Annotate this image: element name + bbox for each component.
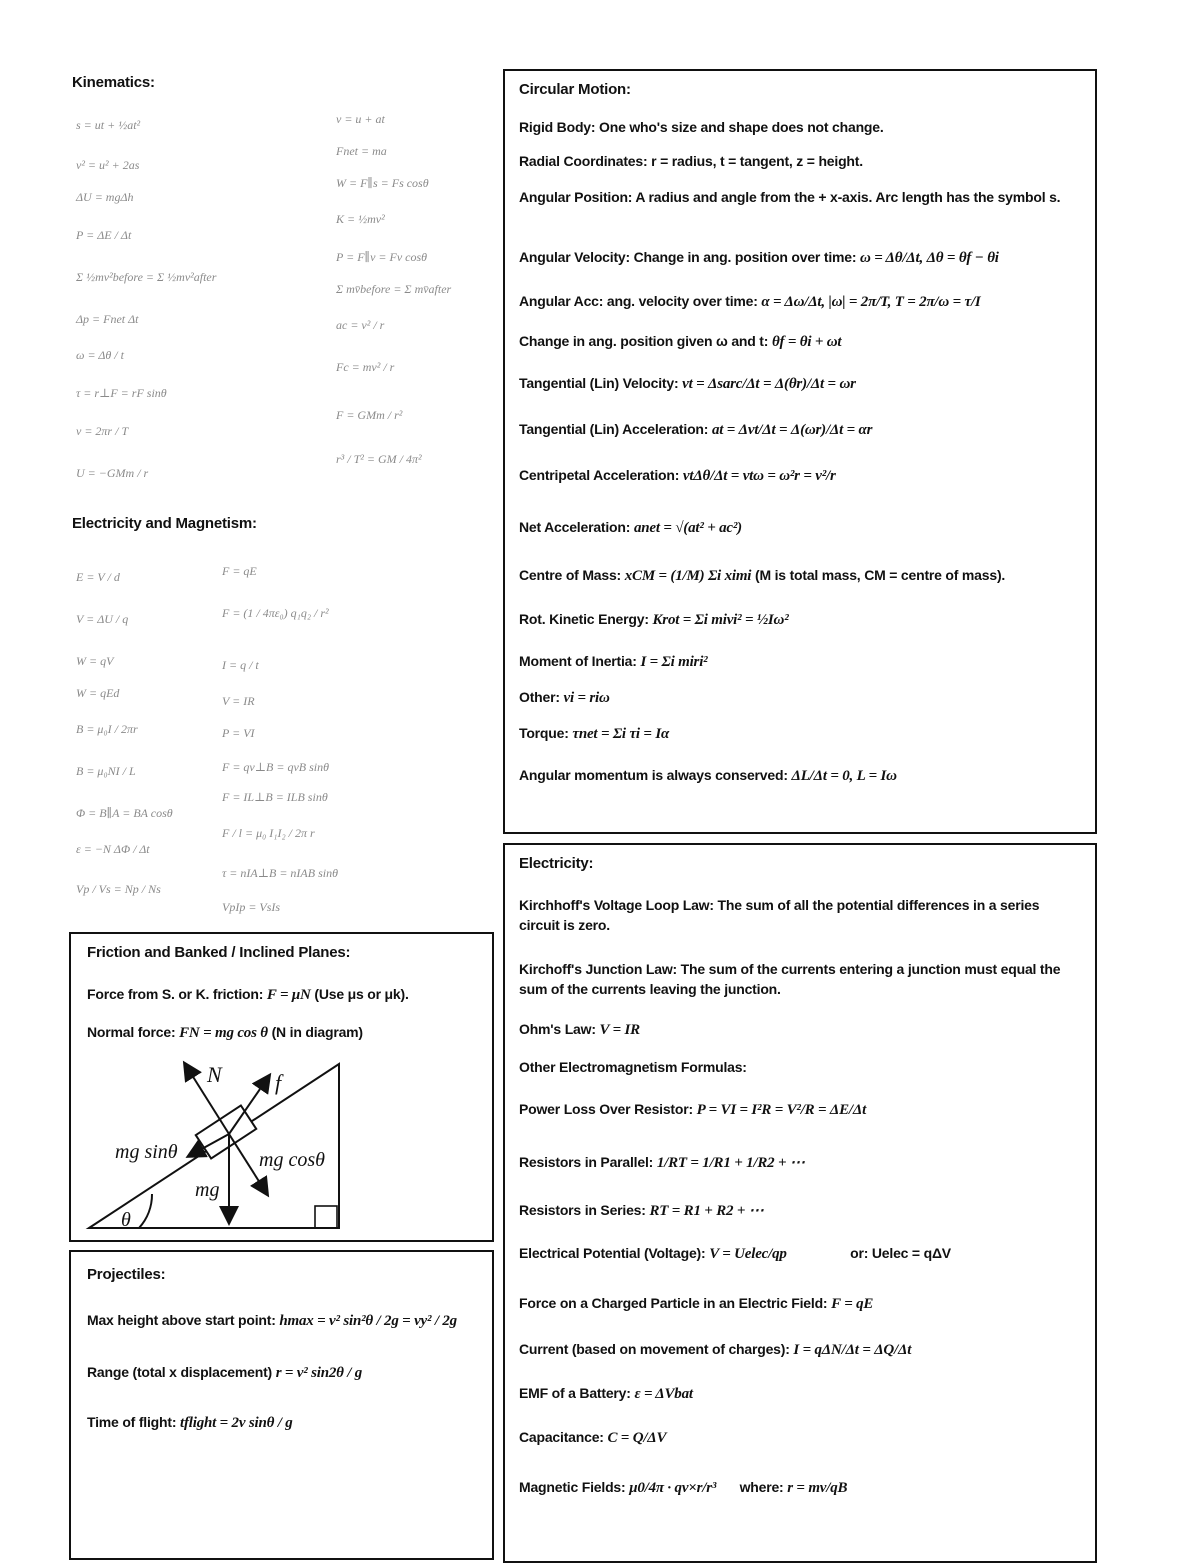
equation: E = V / d: [76, 570, 120, 584]
circular-line: [519, 467, 836, 485]
line-formula: I = qΔN/Δt = ΔQ/Δt: [793, 1342, 912, 1358]
equation: K = ½mv²: [336, 212, 385, 226]
line-formula: V = Uelec/qp: [709, 1246, 787, 1262]
line-formula: V = IR: [599, 1022, 640, 1038]
equation: F = GMm / r²: [336, 408, 403, 422]
line-text: Current (based on movement of charges):: [519, 1341, 790, 1357]
line-formula: vtΔθ/Δt = vtω = ω²r = v²/r: [682, 468, 836, 484]
electricity-line: [519, 1101, 866, 1119]
line-formula: ΔL/Δt = 0, L = Iω: [791, 768, 897, 784]
line-text: Angular Velocity: Change in ang. position over time:: [519, 249, 857, 265]
circular-line: [519, 375, 856, 393]
label-mg-sin: mg sinθ: [115, 1141, 178, 1163]
equation: v = u + at: [336, 112, 385, 126]
line-text: Magnetic Fields:: [519, 1479, 626, 1495]
line-formula: μ0/4π · qv×r/r³: [629, 1480, 717, 1496]
line-formula: Krot = Σi mivi² = ½Iω²: [652, 612, 789, 628]
line-text: Tangential (Lin) Acceleration:: [519, 421, 709, 437]
range-formula: r = v² sin2θ / g: [275, 1365, 363, 1381]
equation: F = qE: [222, 564, 257, 578]
equation: V = IR: [222, 694, 255, 708]
electricity-line: [519, 1429, 666, 1447]
line-text: Resistors in Series:: [519, 1202, 646, 1218]
line-formula: r = mv/qB: [787, 1480, 848, 1496]
line-text: Moment of Inertia:: [519, 653, 637, 669]
electricity-box: [503, 843, 1097, 1563]
circular-heading: Circular Motion:: [519, 81, 631, 98]
friction-force-tail: (Use μs or μk).: [314, 986, 409, 1002]
friction-heading: Friction and Banked / Inclined Planes:: [87, 944, 351, 961]
line-text: Capacitance:: [519, 1429, 604, 1445]
equation: V = ΔU / q: [76, 612, 129, 626]
projectiles-box: [69, 1250, 494, 1560]
em-heading: Electricity and Magnetism:: [72, 515, 257, 532]
time-of-flight-line: [87, 1414, 293, 1432]
equation: Vp / Vs = Np / Ns: [76, 882, 161, 896]
equation: F = qv⊥B = qvB sinθ: [222, 760, 330, 774]
equation: W = F∥s = Fs cosθ: [336, 176, 429, 190]
circular-line: [519, 249, 999, 267]
max-height-formula: hmax = v² sin²θ / 2g = vy² / 2g: [279, 1313, 457, 1329]
electricity-heading: Electricity:: [519, 855, 594, 872]
equation: ε = −N ΔΦ / Δt: [76, 842, 150, 856]
line-text: Angular Acc: ang. velocity over time:: [519, 293, 758, 309]
line-text: Electrical Potential (Voltage):: [519, 1245, 706, 1261]
equation: Σ ½mv²before = Σ ½mv²after: [76, 270, 217, 284]
line-text: Other:: [519, 689, 560, 705]
electricity-line: [519, 1245, 951, 1263]
equation: τ = nIA⊥B = nIAB sinθ: [222, 866, 338, 880]
circular-line: [519, 333, 841, 351]
line-text: Centre of Mass:: [519, 567, 622, 583]
equation: Δp = Fnet Δt: [76, 312, 139, 326]
circular-line: [519, 421, 872, 439]
line-text: Centripetal Acceleration:: [519, 467, 680, 483]
equation: s = ut + ½at²: [76, 118, 141, 132]
line-text: Rigid Body: One who's size and shape does not change.: [519, 119, 884, 135]
equation: F = (1 / 4πε₀) q₁q₂ / r²: [222, 606, 329, 620]
line-text: Angular momentum is always conserved:: [519, 767, 788, 783]
normal-force-line: [87, 1024, 363, 1042]
equation: W = qV: [76, 654, 114, 668]
line-formula: RT = R1 + R2 + ⋯: [649, 1203, 764, 1219]
line-formula: α = Δω/Δt, |ω| = 2π/T, T = 2π/ω = τ/I: [761, 294, 981, 310]
right-angle-mark: [315, 1206, 337, 1228]
circular-line: [519, 567, 1005, 585]
equation: r³ / T² = GM / 4π²: [336, 452, 422, 466]
electricity-line: [519, 1385, 693, 1403]
line-formula: anet = √(at² + ac²): [633, 520, 742, 536]
kvl-text: Kirchhoff's Voltage Loop Law: The sum of all the potential differences in a series circuit is zero.: [519, 897, 1040, 933]
other-formulas-heading: Other Electromagnetism Formulas:: [519, 1059, 747, 1075]
circular-line: [519, 519, 742, 537]
equation: Fc = mv² / r: [336, 360, 395, 374]
line-formula: θf = θi + ωt: [771, 334, 842, 350]
normal-force-text: Normal force:: [87, 1024, 176, 1040]
line-text: Radial Coordinates:: [519, 153, 648, 169]
equation: P = F∥v = Fv cosθ: [336, 250, 428, 264]
line-text: Net Acceleration:: [519, 519, 631, 535]
line-text: Ohm's Law:: [519, 1021, 596, 1037]
circular-line: [519, 119, 884, 135]
time-of-flight-text: Time of flight:: [87, 1414, 177, 1430]
electricity-line: [519, 1479, 847, 1497]
line-formula: C = Q/ΔV: [607, 1430, 667, 1446]
line-formula: 1/RT = 1/R1 + 1/R2 + ⋯: [656, 1155, 805, 1171]
equation: W = qEd: [76, 686, 120, 700]
equation: B = μ₀NI / L: [76, 764, 136, 778]
max-height-line: [87, 1312, 457, 1330]
kjl-text: Kirchoff's Junction Law: The sum of the currents entering a junction must equal the sum of the currents leaving the junction.: [519, 961, 1061, 997]
ohms-law-line: [519, 1021, 640, 1039]
friction-force-text: Force from S. or K. friction:: [87, 986, 264, 1002]
line-text: Change in ang. position given ω and t:: [519, 333, 769, 349]
friction-force-formula: F = μN: [266, 987, 311, 1003]
label-mg: mg: [195, 1179, 220, 1201]
projectiles-heading: Projectiles:: [87, 1266, 166, 1283]
normal-force-tail: (N in diagram): [271, 1024, 363, 1040]
line-text: Power Loss Over Resistor:: [519, 1101, 693, 1117]
equation: ΔU = mgΔh: [76, 190, 134, 204]
line-text: EMF of a Battery:: [519, 1385, 631, 1401]
equation: P = ΔE / Δt: [76, 228, 132, 242]
line-formula: vt = Δsarc/Δt = Δ(θr)/Δt = ωr: [682, 376, 856, 392]
line-formula: τnet = Σi τi = Iα: [572, 726, 670, 742]
circular-line: [519, 187, 1079, 207]
equation: F / l = μ₀ I₁I₂ / 2π r: [222, 826, 315, 840]
equation: Φ = B∥A = BA cosθ: [76, 806, 173, 820]
block: [196, 1105, 257, 1158]
equation: v² = u² + 2as: [76, 158, 140, 172]
label-theta: θ: [121, 1209, 131, 1231]
line-text: Torque:: [519, 725, 569, 741]
line-formula: vi = riω: [563, 690, 610, 706]
circular-motion-box: [503, 69, 1097, 834]
electricity-line: [519, 1201, 764, 1220]
line-formula: F = qE: [831, 1296, 874, 1312]
label-f: f: [275, 1070, 282, 1095]
line-tail: (M is total mass, CM = centre of mass).: [754, 567, 1006, 583]
line-text: Tangential (Lin) Velocity:: [519, 375, 679, 391]
angle-arc: [139, 1194, 152, 1228]
range-line: [87, 1364, 362, 1382]
equation: U = −GMm / r: [76, 466, 149, 480]
equation: ω = Δθ / t: [76, 348, 124, 362]
circular-line: [519, 611, 789, 629]
electricity-line: [519, 1341, 911, 1359]
line-formula: ω = Δθ/Δt, Δθ = θf − θi: [860, 250, 999, 266]
equation: P = VI: [222, 726, 255, 740]
circular-line: [519, 725, 669, 743]
label-N: N: [207, 1062, 222, 1087]
equation: ac = v² / r: [336, 318, 385, 332]
equation: B = μ₀I / 2πr: [76, 722, 138, 736]
inclined-plane-diagram: [81, 1054, 481, 1234]
equation: F = IL⊥B = ILB sinθ: [222, 790, 328, 804]
line-formula: P = VI = I²R = V²/R = ΔE/Δt: [696, 1102, 867, 1118]
max-height-text: Max height above start point:: [87, 1312, 276, 1328]
friction-force-line: [87, 986, 409, 1004]
line-tail: or: Uelec = qΔV: [850, 1245, 951, 1261]
normal-force-formula: FN = mg cos θ: [179, 1025, 268, 1041]
kinematics-heading: Kinematics:: [72, 74, 155, 91]
line-tail: where:: [739, 1479, 784, 1495]
equation: τ = r⊥F = rF sinθ: [76, 386, 167, 400]
circular-line: [519, 293, 981, 311]
line-text: Force on a Charged Particle in an Electric Field:: [519, 1295, 828, 1311]
circular-line: [519, 689, 610, 707]
circular-line: [519, 653, 707, 671]
line-formula: r = radius, t = tangent, z = height.: [651, 153, 863, 169]
circular-line: [519, 767, 897, 785]
line-formula: ε = ΔVbat: [634, 1386, 693, 1402]
line-formula: I = Σi miri²: [640, 654, 708, 670]
circular-line: [519, 153, 863, 169]
equation: Σ mv̄before = Σ mv̄after: [336, 282, 452, 296]
equation: VpIp = VsIs: [222, 900, 281, 914]
range-text: Range (total x displacement): [87, 1364, 272, 1380]
line-formula: at = Δvt/Δt = Δ(ωr)/Δt = αr: [711, 422, 873, 438]
line-formula: xCM = (1/M) Σi ximi: [624, 568, 752, 584]
line-text: Rot. Kinetic Energy:: [519, 611, 649, 627]
label-mg-cos: mg cosθ: [259, 1149, 325, 1171]
line-text: Angular Position: A radius and angle from the + x-axis. Arc length has the symbol s.: [519, 189, 1061, 205]
equation: v = 2πr / T: [76, 424, 129, 438]
electricity-line: [519, 1295, 873, 1313]
equation: Fnet = ma: [336, 144, 387, 158]
friction-box: [69, 932, 494, 1242]
electricity-line: [519, 1153, 805, 1172]
time-of-flight-formula: tflight = 2v sinθ / g: [180, 1415, 293, 1431]
equation: I = q / t: [222, 658, 259, 672]
line-text: Resistors in Parallel:: [519, 1154, 654, 1170]
